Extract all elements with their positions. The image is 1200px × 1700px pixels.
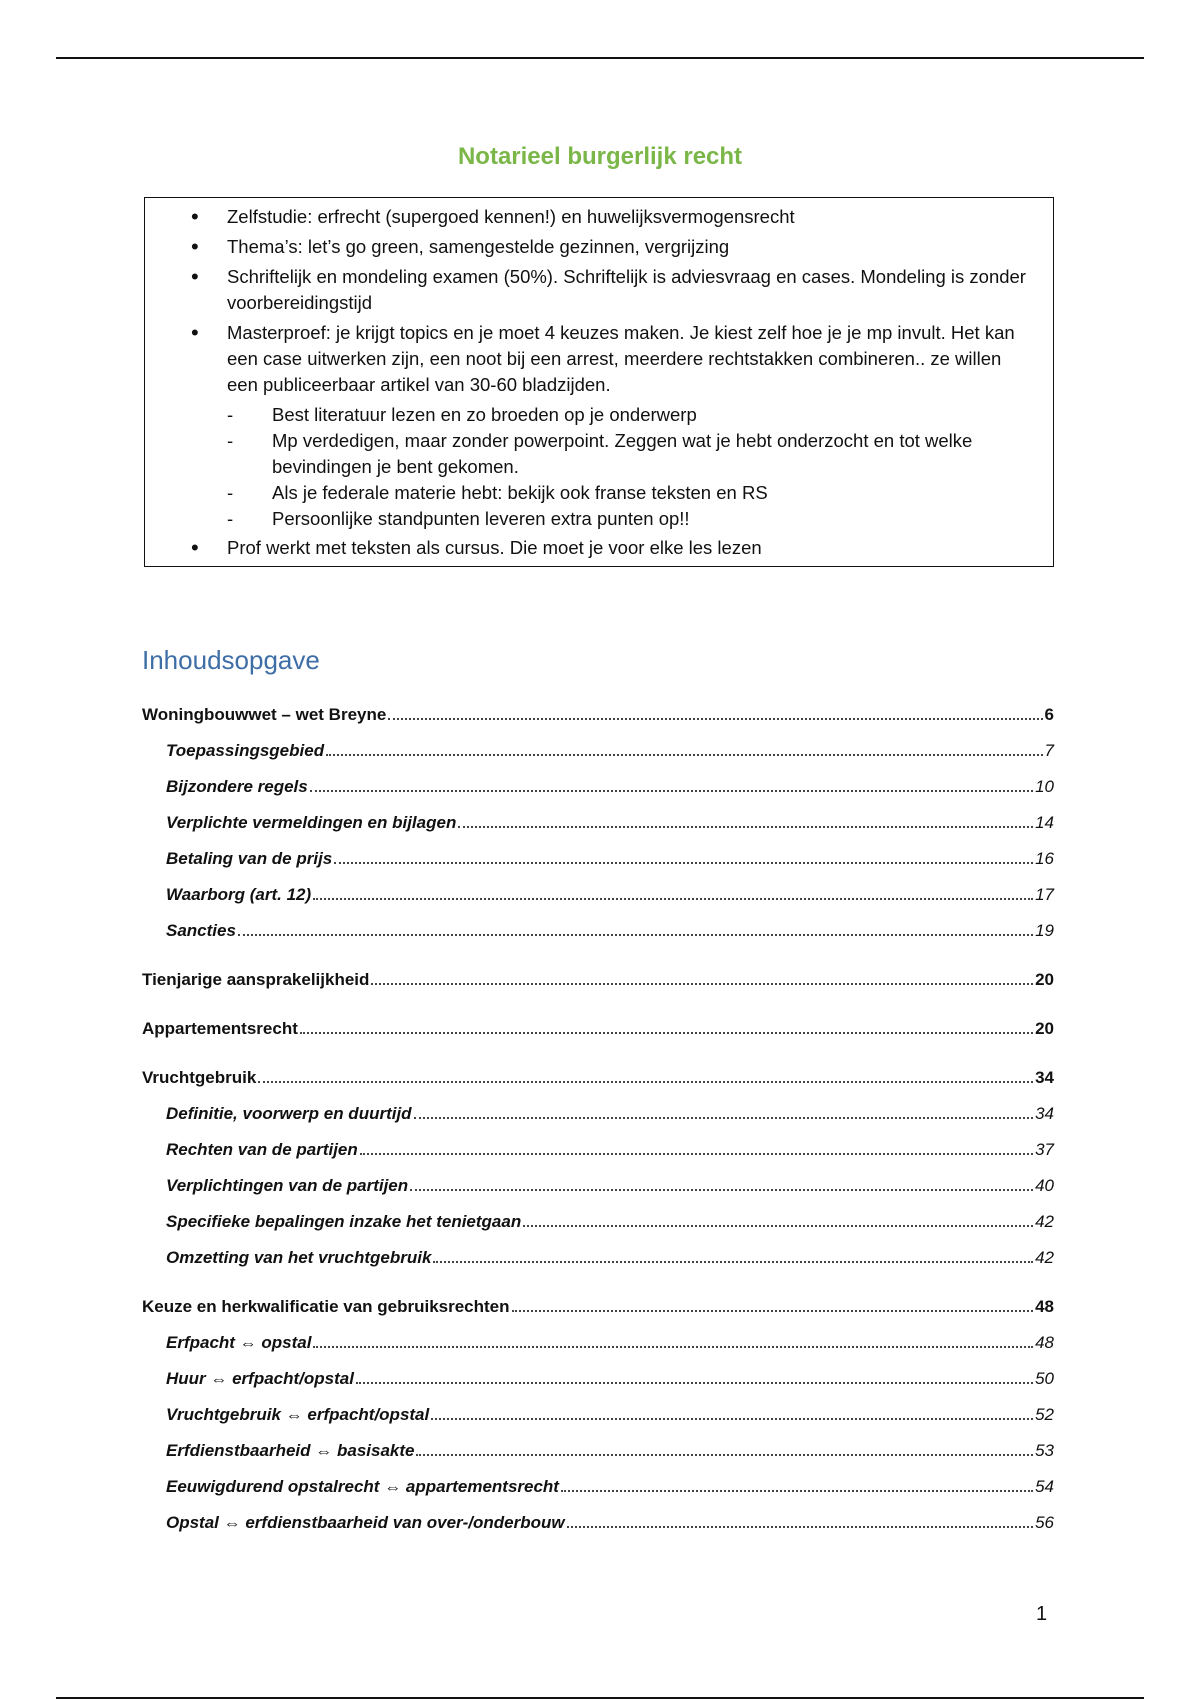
toc-entry-label: Specifieke bepalingen inzake het tenietgaan — [166, 1212, 522, 1231]
toc-leader — [567, 1526, 1033, 1528]
toc-entry-label: Betaling van de prijs — [166, 849, 333, 868]
toc-entry[interactable] — [142, 813, 1054, 849]
toc-entry-label: Verplichtingen van de partijen — [166, 1176, 409, 1195]
dash-marker: - — [227, 482, 234, 503]
notes-bullet: • Zelfstudie: erfrecht (supergoed kennen!) en huwelijksvermogensrecht — [227, 204, 1029, 230]
toc-leader — [561, 1490, 1033, 1492]
toc-entry-label: Rechten van de partijen — [166, 1140, 358, 1159]
toc-leader — [523, 1225, 1033, 1227]
toc-leader — [512, 1310, 1034, 1312]
toc-entry-page: 48 — [1035, 1297, 1054, 1316]
toc-entry-label: Woningbouwwet – wet Breyne — [142, 705, 387, 724]
toc-entry[interactable] — [142, 705, 1054, 741]
toc-leader — [334, 862, 1033, 864]
toc-entry-page: 10 — [1035, 777, 1054, 796]
toc-entry-label: Toepassingsgebied — [166, 741, 325, 760]
dash-marker: - — [227, 508, 234, 529]
toc-entry-page: 34 — [1035, 1104, 1054, 1123]
notes-subitem — [227, 480, 1029, 506]
toc-entry[interactable] — [142, 1477, 1054, 1513]
dash-marker: - — [227, 404, 234, 425]
toc-entry-page: 20 — [1035, 1019, 1054, 1038]
toc-entry[interactable] — [142, 1405, 1054, 1441]
toc-entry[interactable] — [142, 1019, 1054, 1055]
toc-entry-page: 37 — [1035, 1140, 1054, 1159]
toc-entry-label: Bijzondere regels — [166, 777, 308, 796]
toc-entry-label: Huur ⇔ erfpacht/opstal — [166, 1369, 354, 1388]
toc-entry-label: Waarborg (art. 12) — [166, 885, 312, 904]
document-title: Notarieel burgerlijk recht — [457, 143, 743, 170]
toc-entry[interactable] — [142, 1212, 1054, 1248]
notes-subitem — [227, 402, 1029, 428]
toc-entry-page: 52 — [1035, 1405, 1054, 1424]
toc-leader — [313, 898, 1033, 900]
toc-leader — [371, 983, 1033, 985]
toc-entry-label: Erfdienstbaarheid ⇔ basisakte — [166, 1441, 415, 1460]
toc-entry[interactable] — [142, 970, 1054, 1006]
subitem-text: Als je federale materie hebt: bekijk ook franse teksten en RS — [272, 482, 768, 503]
toc-entry-label: Erfpacht ⇔ opstal — [166, 1333, 312, 1352]
toc-entry-page: 14 — [1035, 813, 1054, 832]
toc-heading: Inhoudsopgave — [142, 645, 320, 675]
table-of-contents — [142, 705, 1054, 1549]
toc-leader — [410, 1189, 1033, 1191]
toc-entry-page: 7 — [1044, 741, 1054, 760]
toc-entry-page: 54 — [1035, 1477, 1054, 1496]
toc-entry[interactable] — [142, 1104, 1054, 1140]
subitem-text: Persoonlijke standpunten leveren extra punten op!! — [272, 508, 690, 529]
subitem-text: Best literatuur lezen en zo broeden op je onderwerp — [272, 404, 697, 425]
toc-leader — [238, 934, 1033, 936]
toc-entry-label: Omzetting van het vruchtgebruik — [166, 1248, 432, 1267]
toc-entry-page: 20 — [1035, 970, 1054, 989]
toc-entry-page: 40 — [1035, 1176, 1054, 1195]
toc-entry-label: Vruchtgebruik — [142, 1068, 257, 1087]
toc-entry-page: 53 — [1035, 1441, 1054, 1460]
toc-entry-page: 42 — [1035, 1248, 1054, 1267]
toc-entry[interactable] — [142, 921, 1054, 957]
toc-entry-label: Keuze en herkwalificatie van gebruiksrechten — [142, 1297, 510, 1316]
toc-entry[interactable] — [142, 885, 1054, 921]
toc-entry-label: Definitie, voorwerp en duurtijd — [166, 1104, 412, 1123]
toc-entry-page: 34 — [1035, 1068, 1054, 1087]
notes-box — [144, 197, 1054, 567]
toc-entry[interactable] — [142, 1333, 1054, 1369]
toc-entry[interactable] — [142, 1248, 1054, 1284]
notes-subitem — [227, 428, 1029, 480]
toc-entry-label: Appartementsrecht — [142, 1019, 298, 1038]
toc-entry-label: Vruchtgebruik ⇔ erfpacht/opstal — [166, 1405, 430, 1424]
toc-leader — [416, 1454, 1033, 1456]
toc-leader — [433, 1261, 1033, 1263]
toc-entry[interactable] — [142, 1441, 1054, 1477]
toc-entry-page: 42 — [1035, 1212, 1054, 1231]
toc-leader — [326, 754, 1042, 756]
bottom-rule — [56, 1697, 1144, 1699]
toc-entry[interactable] — [142, 741, 1054, 777]
toc-leader — [360, 1153, 1033, 1155]
toc-leader — [356, 1382, 1033, 1384]
toc-entry-label: Tienjarige aansprakelijkheid — [142, 970, 370, 989]
toc-entry[interactable] — [142, 849, 1054, 885]
toc-entry-page: 50 — [1035, 1369, 1054, 1388]
notes-bullet: • Prof werkt met teksten als cursus. Die moet je voor elke les lezen — [227, 535, 1029, 561]
toc-leader — [310, 790, 1033, 792]
notes-bullet: • Thema’s: let’s go green, samengestelde gezinnen, vergrijzing — [227, 234, 1029, 260]
toc-entry-label: Eeuwigdurend opstalrecht ⇔ appartementsrecht — [166, 1477, 559, 1496]
toc-entry[interactable] — [142, 1068, 1054, 1104]
notes-bullet: • Masterproef: je krijgt topics en je moet 4 keuzes maken. Je kiest zelf hoe je je mp invult. Het kan een case uitwerken zijn, een noot bij een arrest, meerdere rechtstakken combineren.. ze willen een publiceerbaar artikel van 30-60 bladzijden. — [227, 320, 1029, 398]
top-rule — [56, 57, 1144, 59]
toc-leader — [388, 718, 1042, 720]
toc-entry-page: 16 — [1035, 849, 1054, 868]
toc-entry[interactable] — [142, 1513, 1054, 1549]
notes-bullet: • Schriftelijk en mondeling examen (50%). Schriftelijk is adviesvraag en cases. Mondeling is zonder voorbereidingstijd — [227, 264, 1029, 316]
toc-leader — [414, 1117, 1034, 1119]
toc-leader — [313, 1346, 1033, 1348]
toc-entry-label: Sancties — [166, 921, 236, 940]
toc-leader — [458, 826, 1033, 828]
toc-entry-page: 6 — [1044, 705, 1054, 724]
toc-entry[interactable] — [142, 777, 1054, 813]
toc-entry-label: Verplichte vermeldingen en bijlagen — [166, 813, 457, 832]
notes-sublist — [227, 402, 1029, 532]
toc-entry-label: Opstal ⇔ erfdienstbaarheid van over-/onderbouw — [166, 1513, 565, 1532]
toc-leader — [431, 1418, 1033, 1420]
toc-entry-page: 48 — [1035, 1333, 1054, 1352]
toc-leader — [258, 1081, 1033, 1083]
notes-subitem — [227, 506, 1029, 532]
toc-entry[interactable] — [142, 1297, 1054, 1333]
toc-entry-page: 19 — [1035, 921, 1054, 940]
toc-entry[interactable] — [142, 1176, 1054, 1212]
toc-entry[interactable] — [142, 1369, 1054, 1405]
toc-leader — [300, 1032, 1033, 1034]
page-number: 1 — [1036, 1603, 1048, 1625]
toc-entry-page: 56 — [1035, 1513, 1054, 1532]
subitem-text: Mp verdedigen, maar zonder powerpoint. Zeggen wat je hebt onderzocht en tot welke bevindingen je bent gekomen. — [272, 430, 973, 477]
dash-marker: - — [227, 430, 234, 451]
toc-entry-page: 17 — [1035, 885, 1054, 904]
toc-entry[interactable] — [142, 1140, 1054, 1176]
